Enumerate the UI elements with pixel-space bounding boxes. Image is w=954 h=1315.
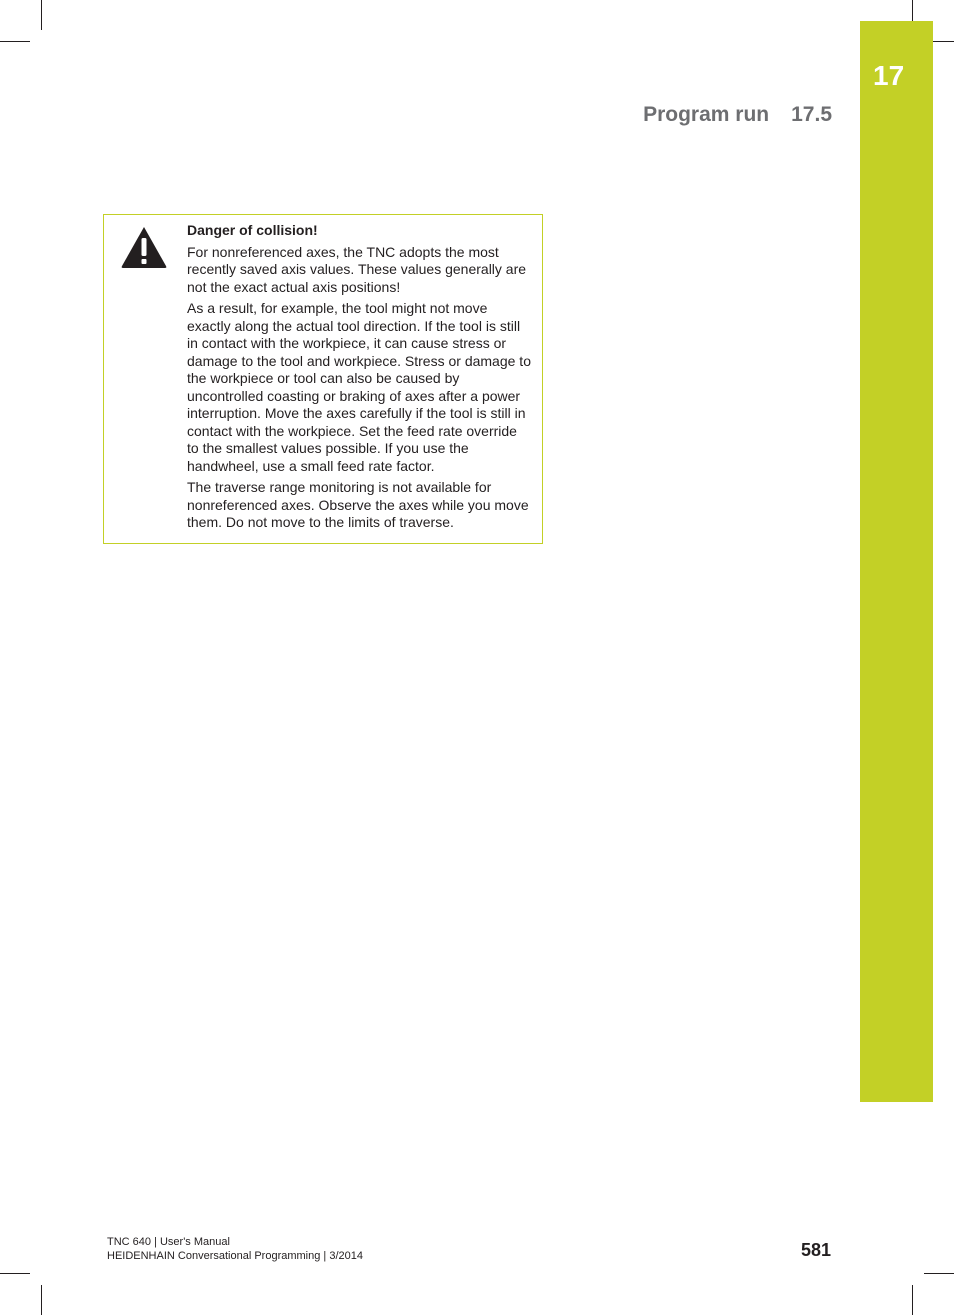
chapter-tab [860,21,933,1102]
crop-mark [41,0,42,30]
warning-box [103,214,543,544]
warning-paragraph: For nonreferenced axes, the TNC adopts the most recently saved axis values. These values generally are not the exact actual axis positions! [187,243,527,295]
footer-edition: HEIDENHAIN Conversational Programming | 3/2014 [107,1250,363,1262]
crop-mark [41,1285,42,1315]
crop-mark [0,41,30,42]
crop-mark [924,1273,954,1274]
warning-title: Danger of collision! [187,222,318,238]
warning-paragraph: The traverse range monitoring is not available for nonreferenced axes. Observe the axes while you move them. Do not move to the limits of traverse. [187,479,529,530]
header-section-number: 17.5 [791,103,832,126]
chapter-number: 17 [873,60,905,91]
warning-text [187,222,532,536]
warning-paragraph: As a result, for example, the tool might not move exactly along the actual tool direction. If the tool is still in contact with the workpiece, it can cause stress or damage to the tool and workpiece. Stress or damage to the workpiece or tool can also be caused by uncontrolled coasting or braking of axes after a power interruption. Move the axes carefully if the tool is still in contact with the workpiece. Set the feed rate override to the smallest values possible. If you use the handwheel, use a small feed rate factor. [187,300,531,474]
page-number: 581 [800,1240,831,1260]
running-header [643,103,832,127]
crop-mark [912,1285,913,1315]
footer-info [107,1235,363,1263]
warning-triangle-icon [120,225,168,269]
crop-mark [0,1273,30,1274]
footer-manual-title: TNC 640 | User's Manual [107,1236,230,1248]
header-title: Program run [643,103,770,126]
